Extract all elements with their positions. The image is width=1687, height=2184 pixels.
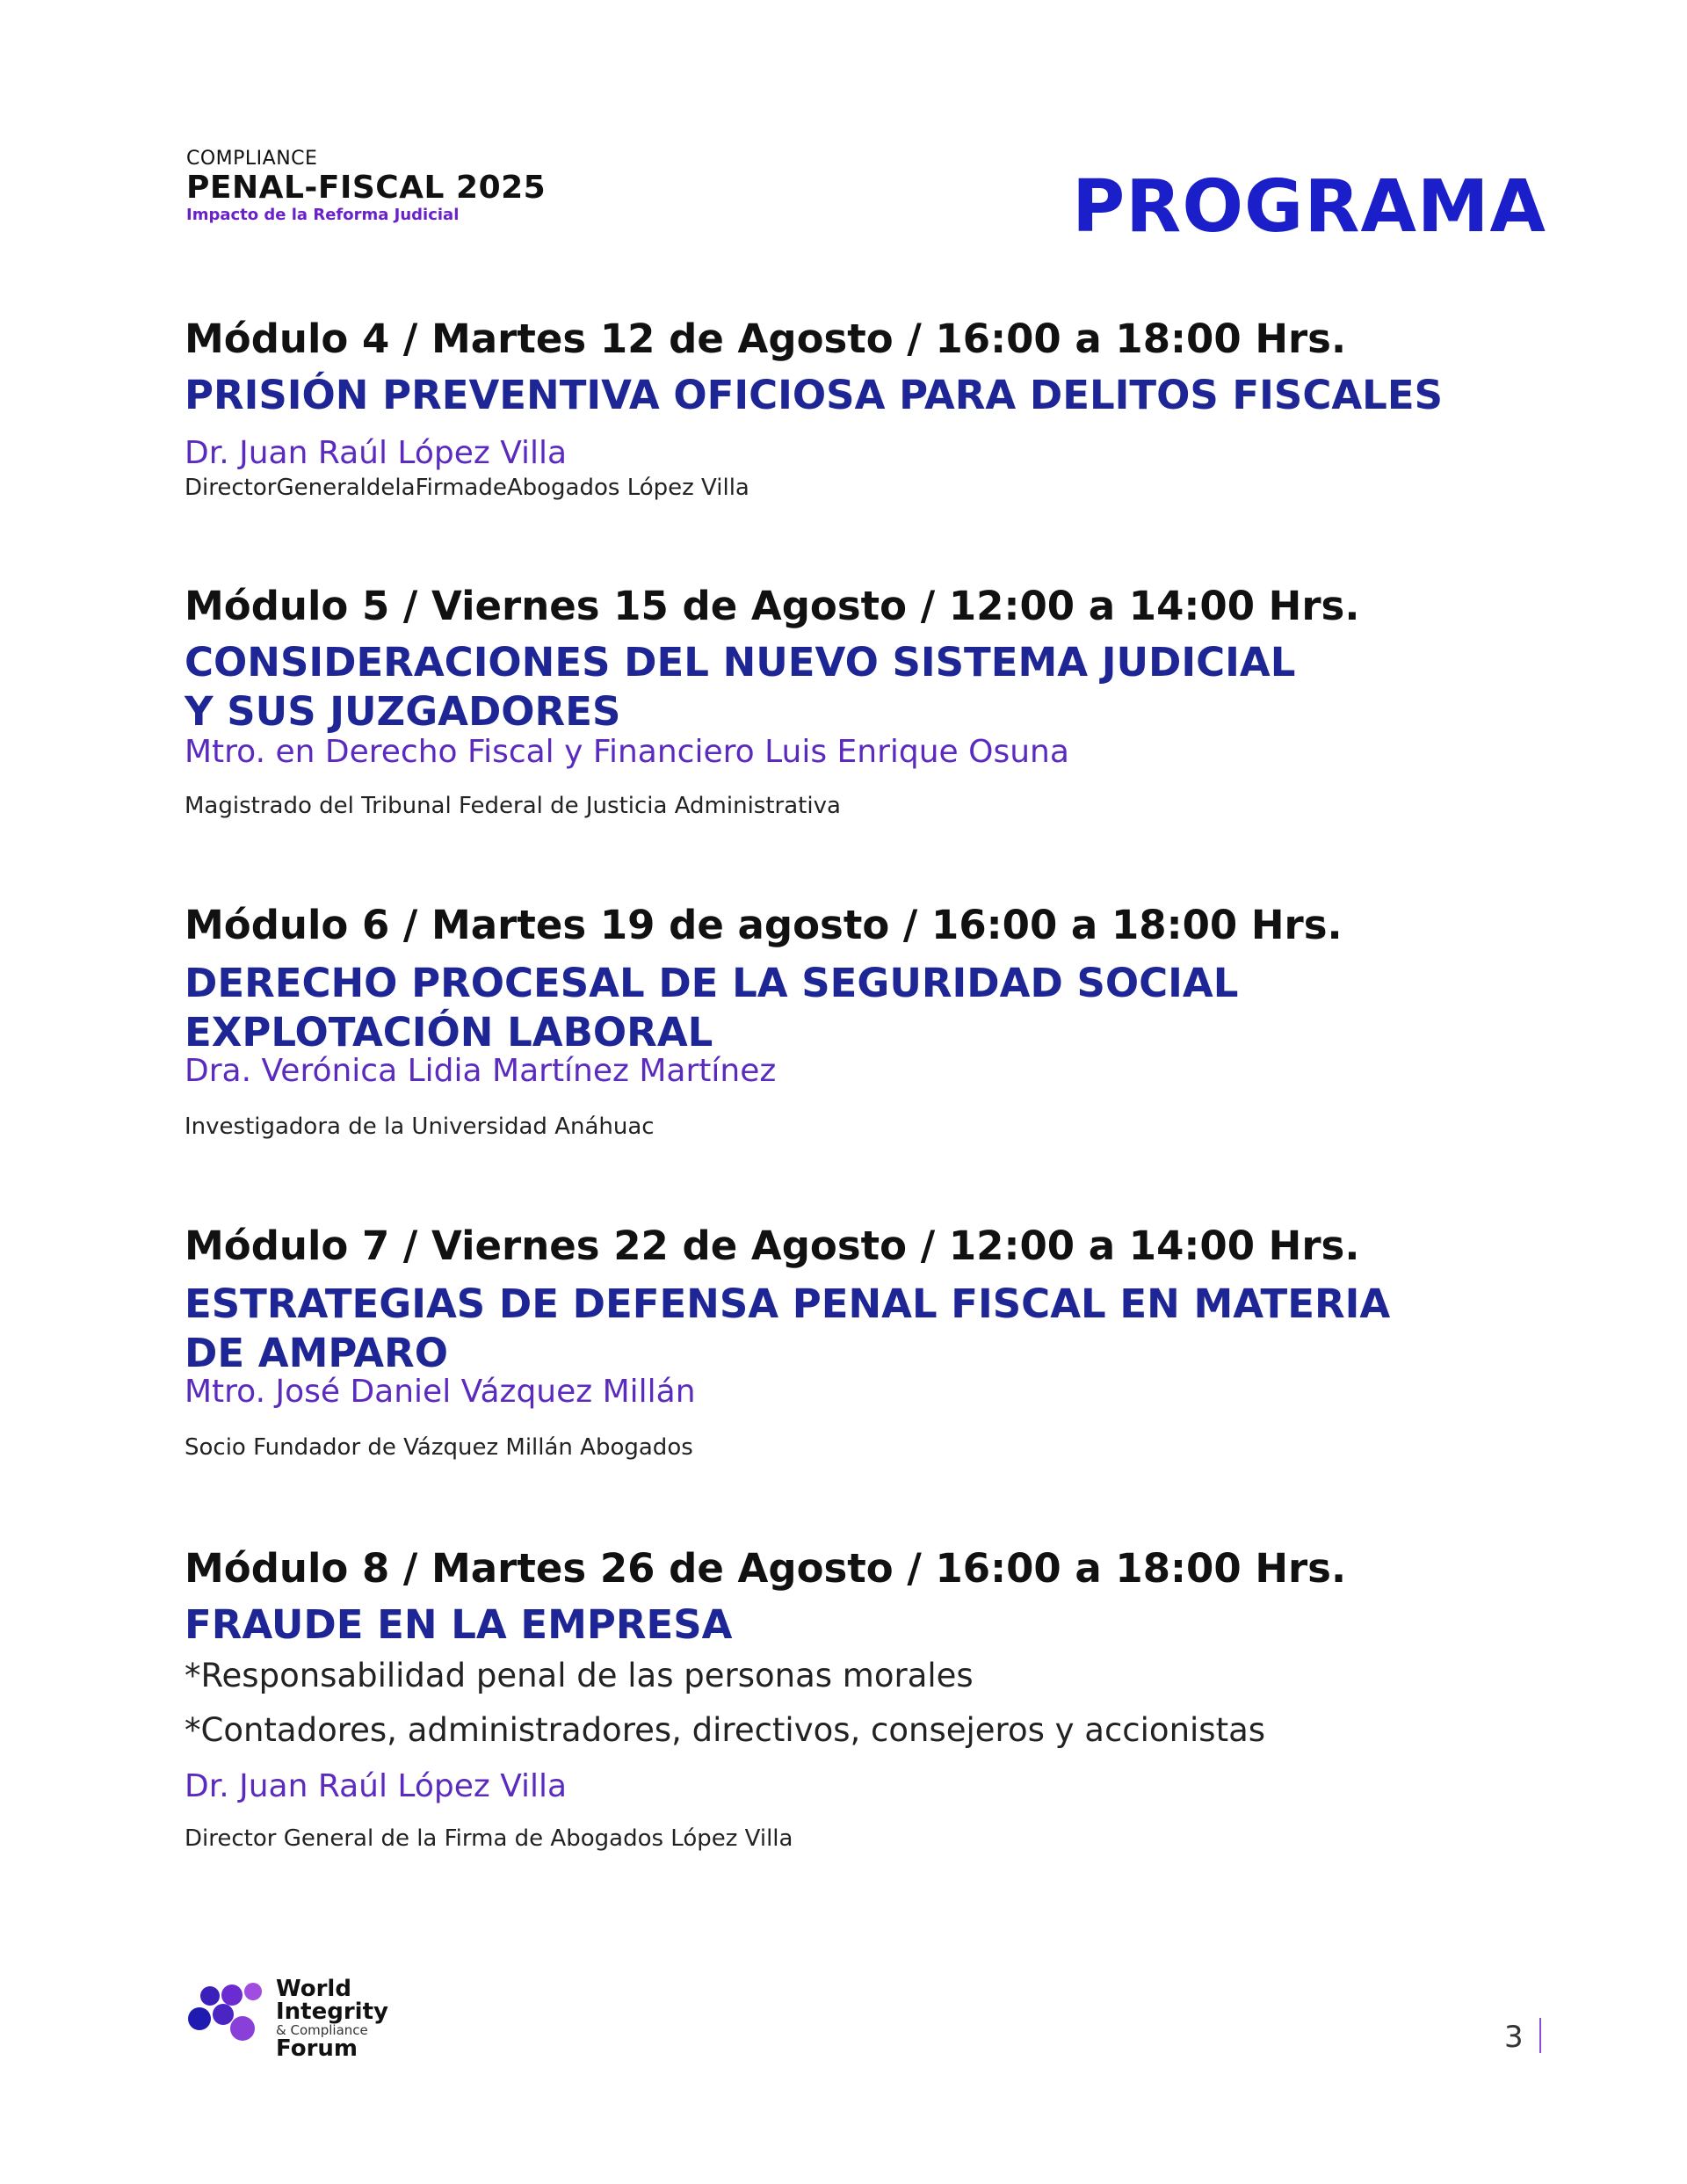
module-topic-line: Y SUS JUZGADORES xyxy=(185,688,621,735)
module-heading: Módulo 4 / Martes 12 de Agosto / 16:00 a 18:00 Hrs. xyxy=(185,316,1347,362)
module-topic-line: DE AMPARO xyxy=(185,1330,448,1376)
topic-bullet: *Responsabilidad penal de las personas morales xyxy=(185,1657,974,1694)
module-topic xyxy=(185,1280,1520,1378)
module-topic-line: PRISIÓN PREVENTIVA OFICIOSA PARA DELITOS FISCALES xyxy=(185,372,1444,418)
speaker-role: Director General de la Firma de Abogados López Villa xyxy=(185,1825,793,1852)
speaker-name: Mtro. José Daniel Vázquez Millán xyxy=(185,1374,696,1410)
page-title: PROGRAMA xyxy=(1072,165,1546,249)
module-topic xyxy=(185,638,1520,736)
speaker-name: Dr. Juan Raúl López Villa xyxy=(185,1768,568,1804)
module-topic-line: DERECHO PROCESAL DE LA SEGURIDAD SOCIAL xyxy=(185,960,1239,1006)
module-5 xyxy=(185,582,1520,821)
module-topic xyxy=(185,959,1520,1057)
forum-logo-line2: Integrity xyxy=(276,1999,388,2025)
module-topic-line: CONSIDERACIONES DEL NUEVO SISTEMA JUDICIAL xyxy=(185,639,1296,686)
event-logo-subtitle: Impacto de la Reforma Judicial xyxy=(186,206,460,224)
page-number-divider xyxy=(1539,2018,1541,2053)
module-8 xyxy=(185,1544,1520,1854)
speaker-role: Socio Fundador de Vázquez Millán Abogados xyxy=(185,1434,693,1461)
forum-logo-dots-icon xyxy=(185,1977,264,2057)
speaker-name: Dr. Juan Raúl López Villa xyxy=(185,435,568,471)
speaker-role: Magistrado del Tribunal Federal de Justicia Administrativa xyxy=(185,793,841,819)
speaker-name: Dra. Verónica Lidia Martínez Martínez xyxy=(185,1053,777,1089)
module-heading: Módulo 7 / Viernes 22 de Agosto / 12:00 a 14:00 Hrs. xyxy=(185,1223,1360,1269)
event-logo xyxy=(186,148,546,225)
module-heading: Módulo 5 / Viernes 15 de Agosto / 12:00 a 14:00 Hrs. xyxy=(185,583,1360,629)
module-heading: Módulo 6 / Martes 19 de agosto / 16:00 a 18:00 Hrs. xyxy=(185,902,1343,948)
event-logo-top: COMPLIANCE xyxy=(186,148,318,170)
speaker-role: Investigadora de la Universidad Anáhuac xyxy=(185,1114,655,1140)
module-topic xyxy=(185,1600,1520,1650)
forum-logo-text xyxy=(276,1977,388,2060)
forum-logo-line1: World xyxy=(276,1976,351,2002)
speaker-name: Mtro. en Derecho Fiscal y Financiero Luis Enrique Osuna xyxy=(185,734,1069,770)
forum-logo-line3: & Compliance xyxy=(276,2022,368,2038)
module-4 xyxy=(185,315,1520,503)
module-7 xyxy=(185,1222,1520,1462)
module-heading: Módulo 8 / Martes 26 de Agosto / 16:00 a 18:00 Hrs. xyxy=(185,1545,1347,1592)
module-topic-line: ESTRATEGIAS DE DEFENSA PENAL FISCAL EN MATERIA xyxy=(185,1281,1391,1327)
module-topic-line: EXPLOTACIÓN LABORAL xyxy=(185,1009,713,1056)
event-logo-main: PENAL-FISCAL 2025 xyxy=(186,170,547,206)
speaker-role: DirectorGeneraldelaFirmadeAbogados López Villa xyxy=(185,475,749,501)
forum-logo xyxy=(185,1977,413,2065)
page-number: 3 xyxy=(1504,2020,1524,2055)
topic-bullet: *Contadores, administradores, directivos, consejeros y accionistas xyxy=(185,1711,1266,1749)
forum-logo-line4: Forum xyxy=(276,2035,358,2062)
module-topic-line: FRAUDE EN LA EMPRESA xyxy=(185,1601,733,1648)
module-topic xyxy=(185,371,1520,420)
module-6 xyxy=(185,901,1520,1142)
